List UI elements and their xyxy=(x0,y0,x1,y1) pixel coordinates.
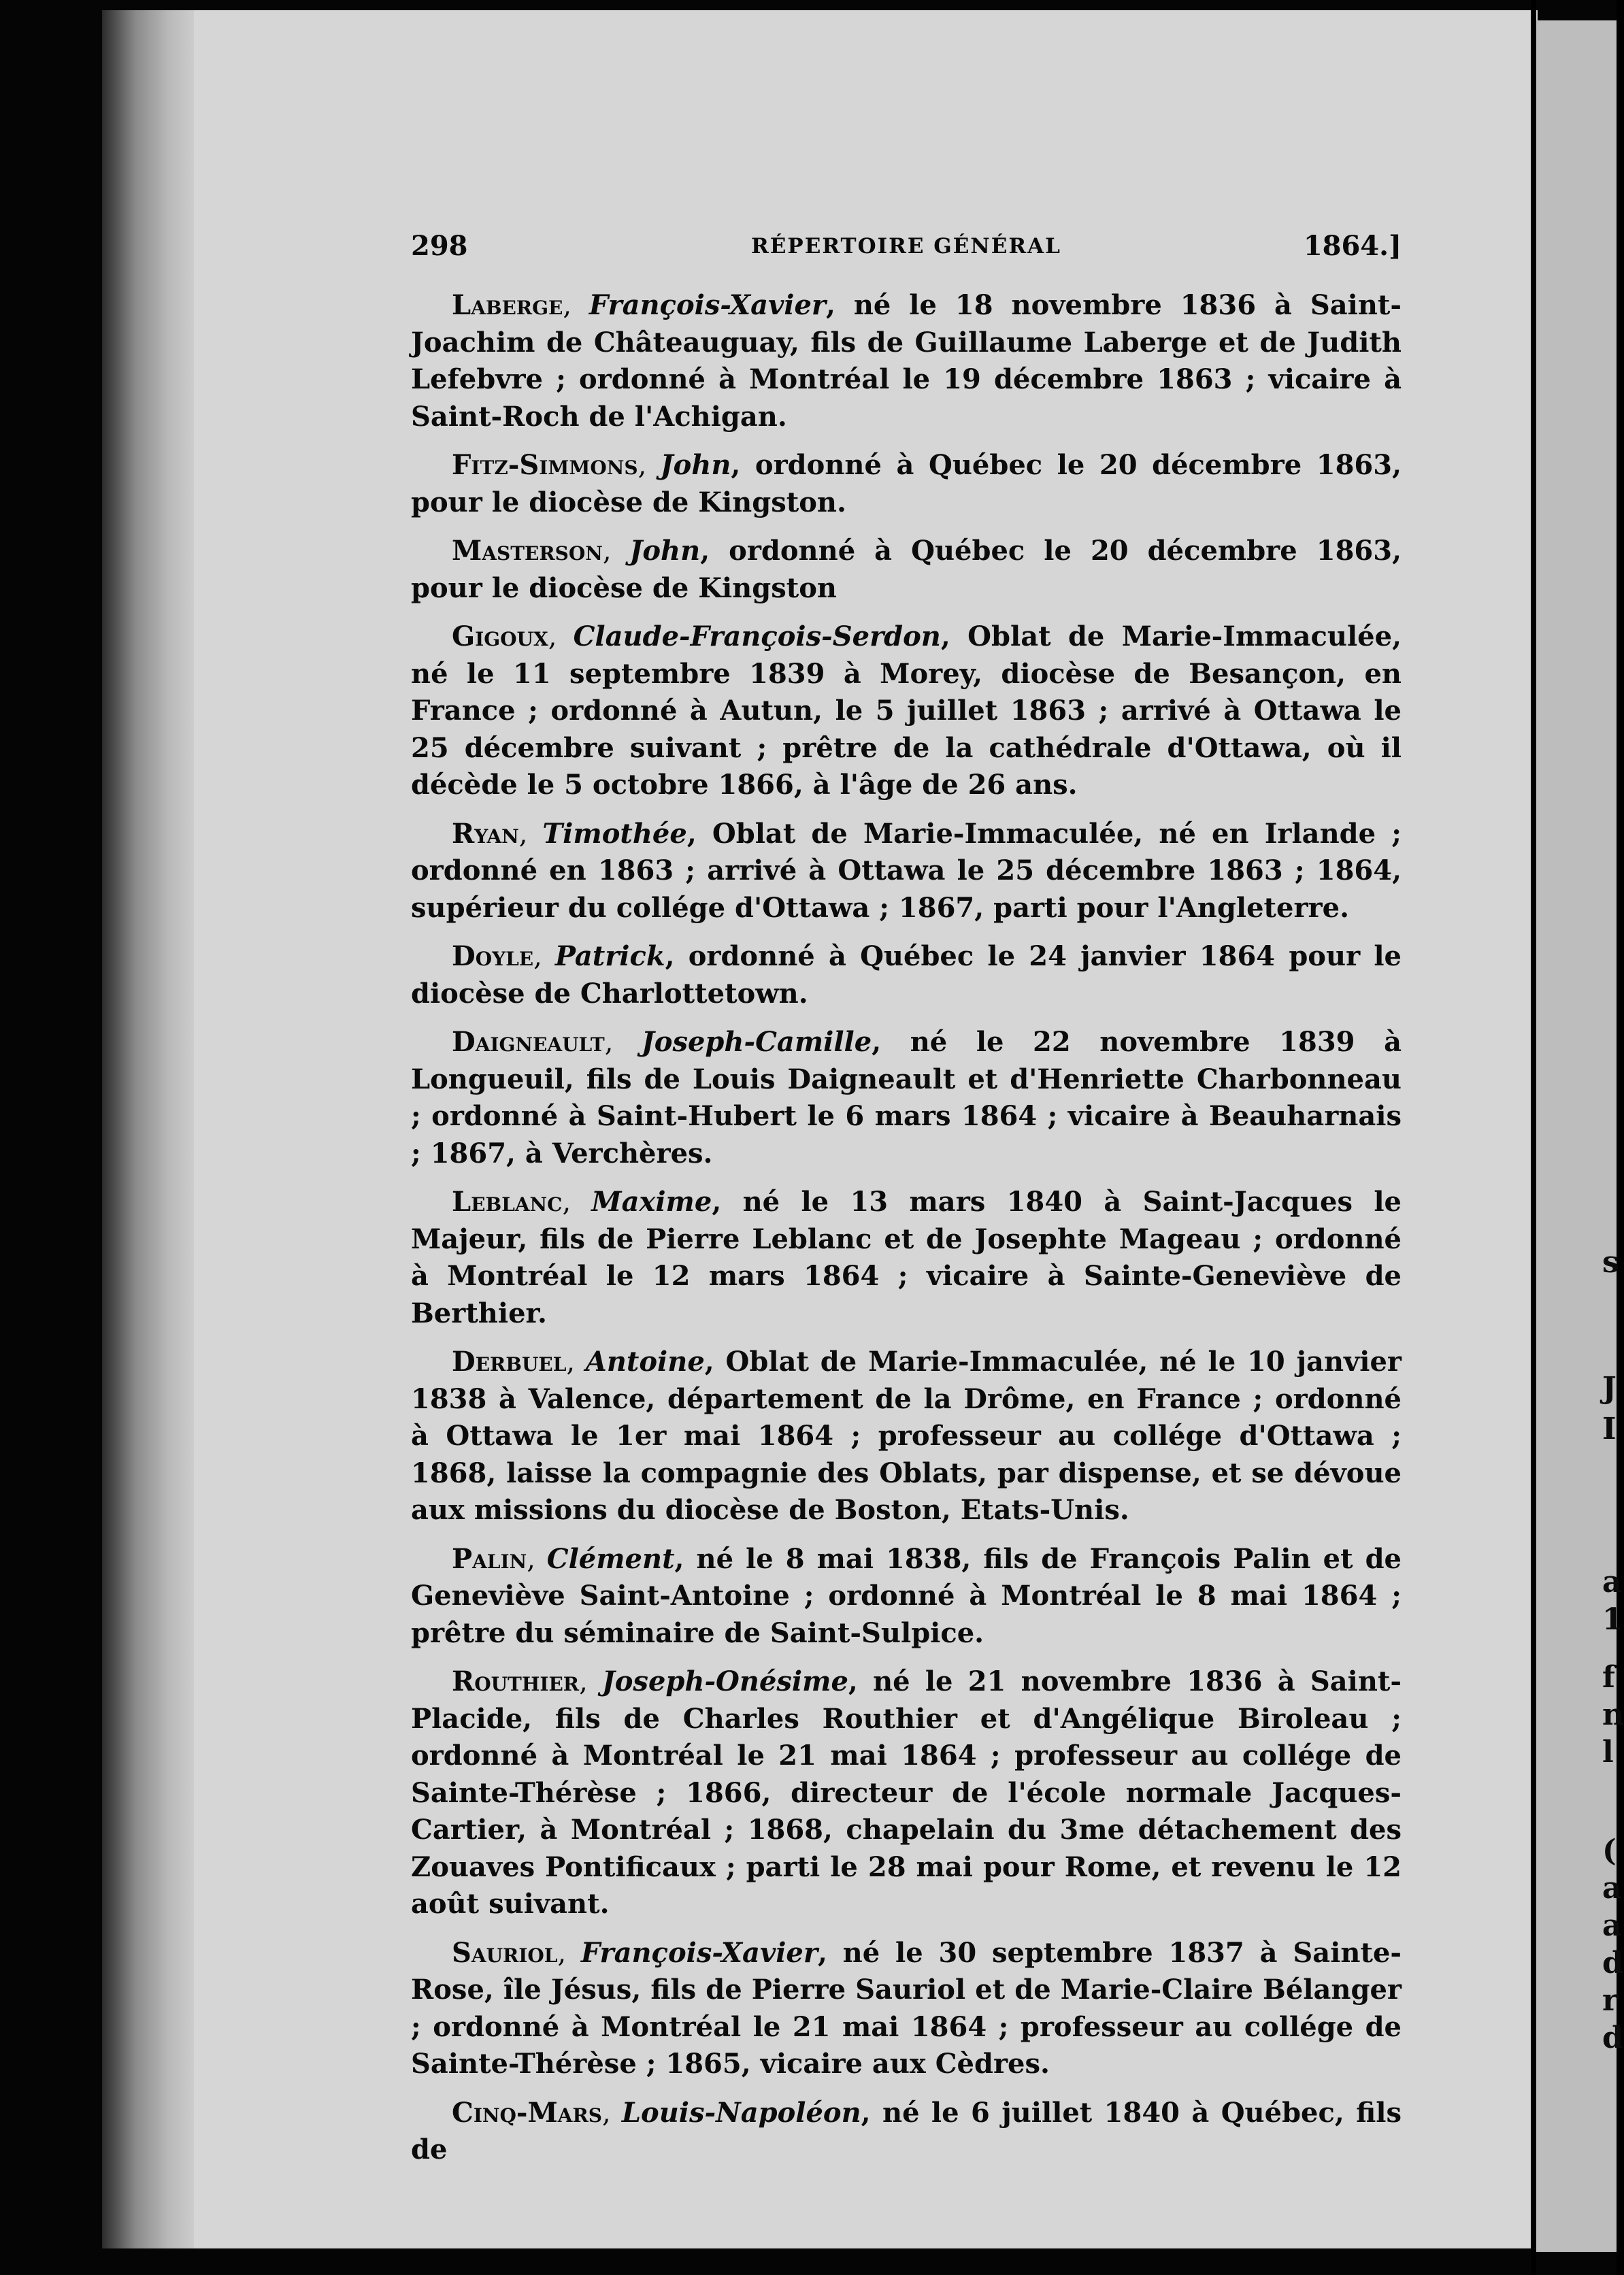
entry-given-name: Joseph-Onésime xyxy=(601,1665,848,1697)
entry-palin: Palin, Clément, né le 8 mai 1838, fils de François Palin et de Geneviève Saint-Antoine ; ordonné à Montréal le 8 mai 1864 ; prêtre du séminaire de Saint-Sulpice. xyxy=(411,1542,1402,1649)
entry-given-name: John xyxy=(660,449,731,481)
entry-given-name: Antoine xyxy=(585,1346,705,1378)
entry-given-name: Timothée xyxy=(542,817,687,850)
entry-given-name: Claude-François-Serdon xyxy=(573,620,941,652)
entry-surname: Gigoux xyxy=(452,620,548,652)
sheet-edge xyxy=(1531,0,1536,2275)
next-page-fragment: I xyxy=(1602,1412,1617,1446)
next-page-edge xyxy=(1531,20,1624,2252)
entry-given-name: François-Xavier xyxy=(589,289,826,321)
entry-ryan: Ryan, Timothée, Oblat de Marie-Immaculée, né en Irlande ; ordonné en 1863 ; arrivé à Ottawa le 25 décembre 1863 ; 1864, supérieur du collége d'Ottawa ; 1867, parti pour l'Angleterre. xyxy=(411,817,1402,924)
entry-surname: Fitz-Simmons xyxy=(452,449,638,481)
entry-detail: , né le 22 novembre 1839 à Longueuil, fils de Louis Daigneault et d'Henriette Charbonneau ; ordonné à Saint-Hubert le 6 mars 1864 ; vicaire à Beauharnais ; 1867, à Verchères. xyxy=(411,1026,1402,1169)
entry-given-name: Louis-Napoléon xyxy=(621,2096,861,2129)
header-year: 1864.] xyxy=(1303,230,1402,262)
next-page-fragment: n xyxy=(1602,1697,1624,1732)
page-number: 298 xyxy=(411,230,468,262)
entries-list xyxy=(411,287,1402,2180)
entry-gigoux: Gigoux, Claude-François-Serdon, Oblat de Marie-Immaculée, né le 11 septembre 1839 à Morey, diocèse de Besançon, en France ; ordonné à Autun, le 5 juillet 1863 ; arrivé à Ottawa le 25 décembre suivant ; prêtre de la cathédrale d'Ottawa, où il décède le 5 octobre 1866, à l'âge de 26 ans. xyxy=(411,620,1402,801)
entry-detail: , né le 13 mars 1840 à Saint-Jacques le Majeur, fils de Pierre Leblanc et de Josephte Mageau ; ordonné à Montréal le 12 mars 1864 ; vicaire à Sainte-Geneviève de Berthier. xyxy=(411,1186,1402,1329)
entry-surname: Leblanc xyxy=(452,1186,563,1218)
entry-derbuel: Derbuel, Antoine, Oblat de Marie-Immaculée, né le 10 janvier 1838 à Valence, département de la Drôme, en France ; ordonné à Ottawa le 1er mai 1864 ; professeur au collége d'Ottawa ; 1868, laisse la compagnie des Oblats, par dispense, et se dévoue aux missions du diocèse de Boston, Etats-Unis. xyxy=(411,1346,1402,1526)
entry-detail: , né le 6 juillet 1840 à Québec, fils de xyxy=(411,2096,1402,2165)
next-page-fragment: ( xyxy=(1602,1833,1617,1868)
entry-sauriol: Sauriol, François-Xavier, né le 30 septembre 1837 à Sainte-Rose, île Jésus, fils de Pierre Sauriol et de Marie-Claire Bélanger ; ordonné à Montréal le 21 mai 1864 ; professeur au collége de Sainte-Thérèse ; 1865, vicaire aux Cèdres. xyxy=(411,1936,1402,2080)
entry-given-name: Maxime xyxy=(591,1186,712,1218)
entry-surname: Routhier xyxy=(452,1665,580,1697)
entry-given-name: Joseph-Camille xyxy=(641,1026,872,1058)
next-page-fragment: a xyxy=(1602,1871,1622,1906)
next-page-fragment: a xyxy=(1602,1908,1622,1943)
next-page-fragment: r xyxy=(1602,1983,1619,2018)
entry-daigneault: Daigneault, Joseph-Camille, né le 22 novembre 1839 à Longueuil, fils de Louis Daigneault et d'Henriette Charbonneau ; ordonné à Saint-Hubert le 6 mars 1864 ; vicaire à Beauharnais ; 1867, à Verchères. xyxy=(411,1026,1402,1169)
entry-surname: Masterson xyxy=(452,535,603,567)
entry-given-name: Patrick xyxy=(554,940,665,972)
entry-cinq-mars: Cinq-Mars, Louis-Napoléon, né le 6 juillet 1840 à Québec, fils de xyxy=(411,2096,1402,2165)
entry-surname: Derbuel xyxy=(452,1346,567,1378)
entry-detail: , ordonné à Québec le 20 décembre 1863, pour le diocèse de Kingston xyxy=(411,535,1402,604)
entry-given-name: Clément xyxy=(546,1542,675,1575)
entry-detail: , Oblat de Marie-Immaculée, né le 11 septembre 1839 à Morey, diocèse de Besançon, en France ; ordonné à Autun, le 5 juillet 1863 ; arrivé à Ottawa le 25 décembre suivant ; prêtre de la cathédrale d'Ottawa, où il décède le 5 octobre 1866, à l'âge de 26 ans. xyxy=(411,620,1402,801)
entry-detail: , ordonné à Québec le 24 janvier 1864 pour le diocèse de Charlottetown. xyxy=(411,940,1402,1010)
entry-surname: Doyle xyxy=(452,940,534,972)
next-page-fragment: 1 xyxy=(1602,1602,1623,1637)
entry-surname: Palin xyxy=(452,1542,527,1575)
entry-detail: , Oblat de Marie-Immaculée, né en Irlande ; ordonné en 1863 ; arrivé à Ottawa le 25 décembre 1863 ; 1864, supérieur du collége d'Ottawa ; 1867, parti pour l'Angleterre. xyxy=(411,817,1402,924)
entry-surname: Sauriol xyxy=(452,1936,558,1969)
page-gutter xyxy=(102,10,197,2248)
entry-detail: , né le 8 mai 1838, fils de François Palin et de Geneviève Saint-Antoine ; ordonné à Montréal le 8 mai 1864 ; prêtre du séminaire de Saint-Sulpice. xyxy=(411,1542,1402,1649)
entry-detail: , né le 21 novembre 1836 à Saint-Placide, fils de Charles Routhier et d'Angélique Biroleau ; ordonné à Montréal le 21 mai 1864 ; professeur au collége de Sainte-Thérèse ; 1866, directeur de l'école normale Jacques-Cartier, à Montréal ; 1868, chapelain du 3me détachement des Zouaves Pontificaux ; parti le 28 mai pour Rome, et revenu le 12 août suivant. xyxy=(411,1665,1402,1920)
next-page-fragment: d xyxy=(1602,2021,1623,2055)
next-page-fragment: a xyxy=(1602,1565,1622,1599)
entry-detail: , ordonné à Québec le 20 décembre 1863, pour le diocèse de Kingston. xyxy=(411,449,1402,518)
next-page-fragment: f xyxy=(1602,1660,1615,1695)
entry-surname: Ryan xyxy=(452,817,519,850)
entry-detail: , né le 30 septembre 1837 à Sainte-Rose, île Jésus, fils de Pierre Sauriol et de Marie-Claire Bélanger ; ordonné à Montréal le 21 mai 1864 ; professeur au collége de Sainte-Thérèse ; 1865, vicaire aux Cèdres. xyxy=(411,1936,1402,2080)
entry-fitz-simmons: Fitz-Simmons, John, ordonné à Québec le 20 décembre 1863, pour le diocèse de Kingston. xyxy=(411,449,1402,518)
next-page-fragment: s xyxy=(1602,1245,1619,1280)
entry-surname: Cinq-Mars xyxy=(452,2096,603,2129)
running-header xyxy=(411,230,1402,271)
entry-given-name: François-Xavier xyxy=(580,1936,818,1969)
next-page-fragment: l xyxy=(1602,1735,1614,1770)
entry-doyle: Doyle, Patrick, ordonné à Québec le 24 janvier 1864 pour le diocèse de Charlottetown. xyxy=(411,940,1402,1010)
entry-surname: Daigneault xyxy=(452,1026,605,1058)
entry-detail: , né le 18 novembre 1836 à Saint-Joachim de Châteauguay, fils de Guillaume Laberge et de Judith Lefebvre ; ordonné à Montréal le 19 décembre 1863 ; vicaire à Saint-Roch de l'Achigan. xyxy=(411,289,1402,433)
entry-detail: , Oblat de Marie-Immaculée, né le 10 janvier 1838 à Valence, département de la Drôme, en France ; ordonné à Ottawa le 1er mai 1864 ; professeur au collége d'Ottawa ; 1868, laisse la compagnie des Oblats, par dispense, et se dévoue aux missions du diocèse de Boston, Etats-Unis. xyxy=(411,1346,1402,1526)
next-page-fragment: J xyxy=(1602,1371,1617,1406)
running-title: RÉPERTOIRE GÉNÉRAL xyxy=(751,234,1061,259)
next-page-fragment: d xyxy=(1602,1946,1623,1980)
entry-routhier: Routhier, Joseph-Onésime, né le 21 novembre 1836 à Saint-Placide, fils de Charles Routhier et d'Angélique Biroleau ; ordonné à Montréal le 21 mai 1864 ; professeur au collége de Sainte-Thérèse ; 1866, directeur de l'école normale Jacques-Cartier, à Montréal ; 1868, chapelain du 3me détachement des Zouaves Pontificaux ; parti le 28 mai pour Rome, et revenu le 12 août suivant. xyxy=(411,1665,1402,1920)
entry-laberge: Laberge, François-Xavier, né le 18 novembre 1836 à Saint-Joachim de Châteauguay, fils de Guillaume Laberge et de Judith Lefebvre ; ordonné à Montréal le 19 décembre 1863 ; vicaire à Saint-Roch de l'Achigan. xyxy=(411,289,1402,433)
entry-masterson: Masterson, John, ordonné à Québec le 20 décembre 1863, pour le diocèse de Kingston xyxy=(411,535,1402,604)
entry-surname: Laberge xyxy=(452,289,563,321)
entry-given-name: John xyxy=(629,535,701,567)
entry-leblanc: Leblanc, Maxime, né le 13 mars 1840 à Saint-Jacques le Majeur, fils de Pierre Leblanc et de Josephte Mageau ; ordonné à Montréal le 12 mars 1864 ; vicaire à Sainte-Geneviève de Berthier. xyxy=(411,1186,1402,1329)
